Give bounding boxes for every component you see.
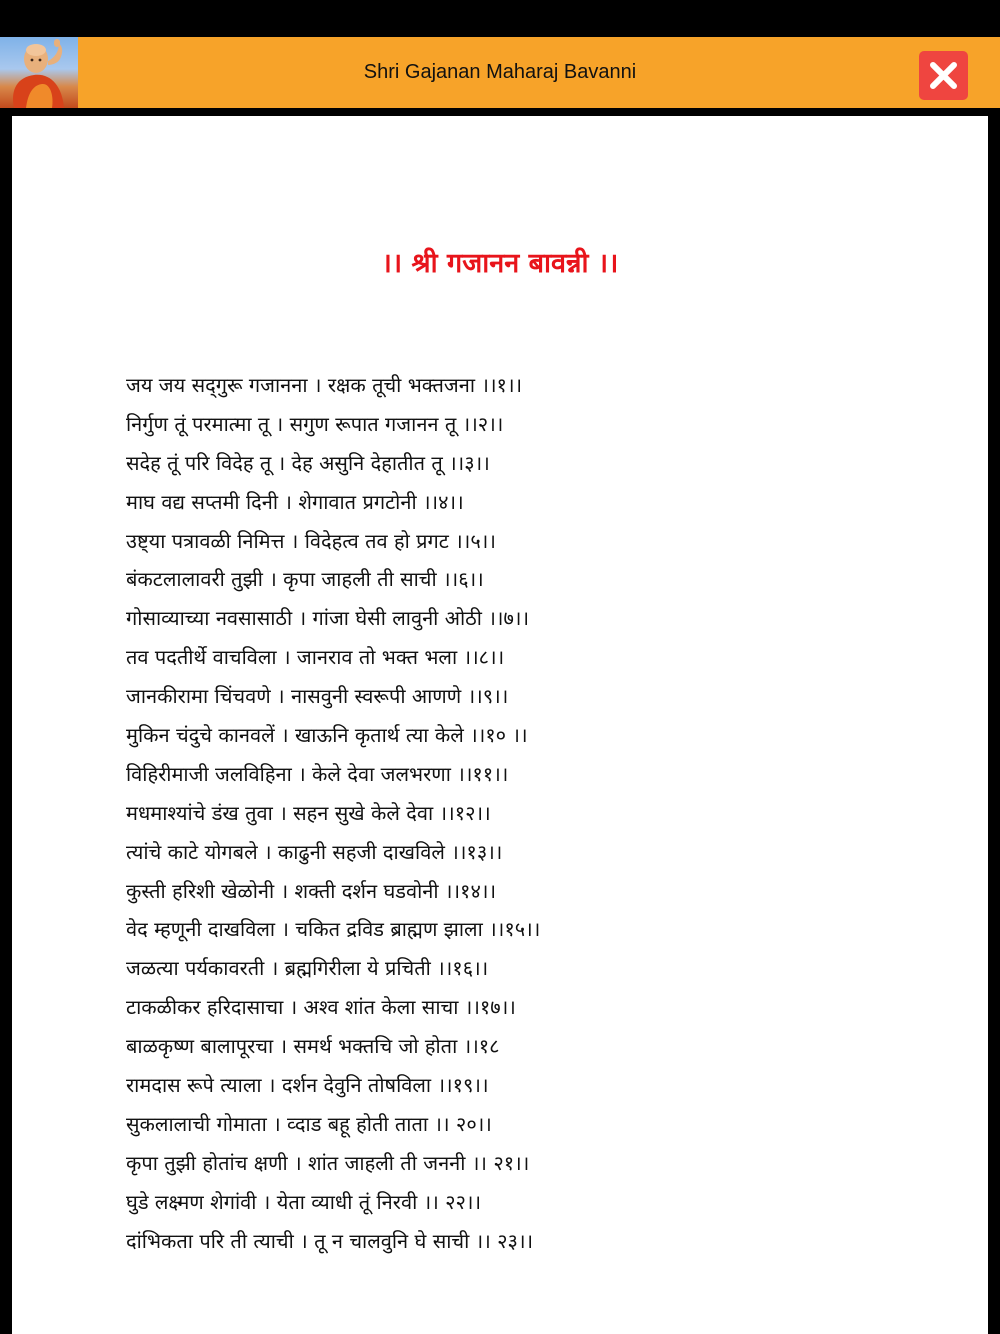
verse-line: जय जय सद्‌गुरू गजानना । रक्षक तूची भक्तजना ।।१।। [126, 373, 523, 397]
verse-line: सुकलालाची गोमाता । व्दाड बहू होती ताता ।। २०।। [126, 1111, 492, 1136]
verse-line: त्यांचे काटे योगबले । काढुनी सहजी दाखविले ।।१३।। [126, 839, 503, 864]
verse-line: तव पदतीर्थे वाचविला । जानराव तो भक्त भला ।।८।। [126, 645, 505, 670]
verse-line: गोसाव्याच्या नवसासाठी । गांजा घेसी लावुनी ओठी ।।७।। [126, 606, 530, 631]
app-header [0, 37, 1000, 108]
bhajan-title: ।। श्री गजानन बावन्नी ।। [381, 248, 619, 279]
verse-line: माघ वद्य सप्तमी दिनी । शेगावात प्रगटोनी ।।४।। [126, 489, 464, 514]
verse-line: टाकळीकर हरिदासाचा । अश्व शांत केला साचा ।।१७।। [126, 995, 516, 1020]
verse-line: जानकीरामा चिंचवणे । नासवुनी स्वरूपी आणणे ।।९।। [126, 684, 509, 709]
verse-line: उष्ट्या पत्रावळी निमित्त । विदेहत्व तव हो प्रगट ।।५।। [126, 528, 496, 553]
verse-line: कुस्ती हरिशी खेळोनी । शक्ती दर्शन घडवोनी ।।१४।। [126, 878, 497, 903]
verse-line: वेद म्हणूनी दाखविला । चकित द्रविड ब्राह्मण झाला ।।१५।। [126, 917, 541, 942]
verse-line: मुकिन चंदुचे कानवलें । खाऊनि कृतार्थ त्या केले ।।१० ।। [126, 723, 528, 748]
verse-line: बंकटलालावरी तुझी । कृपा जाहली ती साची ।।६।। [126, 567, 484, 592]
verse-line: दांभिकता परि ती त्याची । तू न चालवुनि घे साची ।। २३।। [126, 1228, 534, 1253]
verse-line: निर्गुण तूं परमात्मा तू । सगुण रूपात गजानन तू ।।२।। [126, 411, 504, 436]
verse-line: कृपा तुझी होतांच क्षणी । शांत जाहली ती जननी ।। २१।। [126, 1150, 530, 1175]
verse-list [126, 366, 966, 1260]
verse-line: घुडे लक्ष्मण शेगांवी । येता व्याधी तूं निरवी ।। २२।। [126, 1189, 482, 1214]
verse-line: विहिरीमाजी जलविहिना । केले देवा जलभरणा ।।११।। [126, 761, 509, 786]
app-title: Shri Gajanan Maharaj Bavanni [363, 61, 637, 83]
verse-line: बाळकृष्ण बालापूरचा । समर्थ भक्तचि जो होता ।।१८ [126, 1034, 500, 1059]
verse-line: सदेह तूं परि विदेह तू । देह असुनि देहातीत तू ।।३।। [126, 450, 490, 475]
verse-line: मधमाश्यांचे डंख तुवा । सहन सुखे केले देवा ।।१२।। [126, 800, 491, 825]
close-icon [919, 51, 968, 100]
verse-line: रामदास रूपे त्याला । दर्शन देवुनि तोषविला ।।१९।। [126, 1073, 489, 1098]
verse-line: जळत्या पर्यकावरती । ब्रह्मगिरीला ये प्रचिती ।।१६।। [126, 956, 489, 981]
close-button[interactable] [919, 51, 968, 100]
status-bar [0, 0, 1000, 37]
content-panel[interactable] [12, 116, 988, 1334]
